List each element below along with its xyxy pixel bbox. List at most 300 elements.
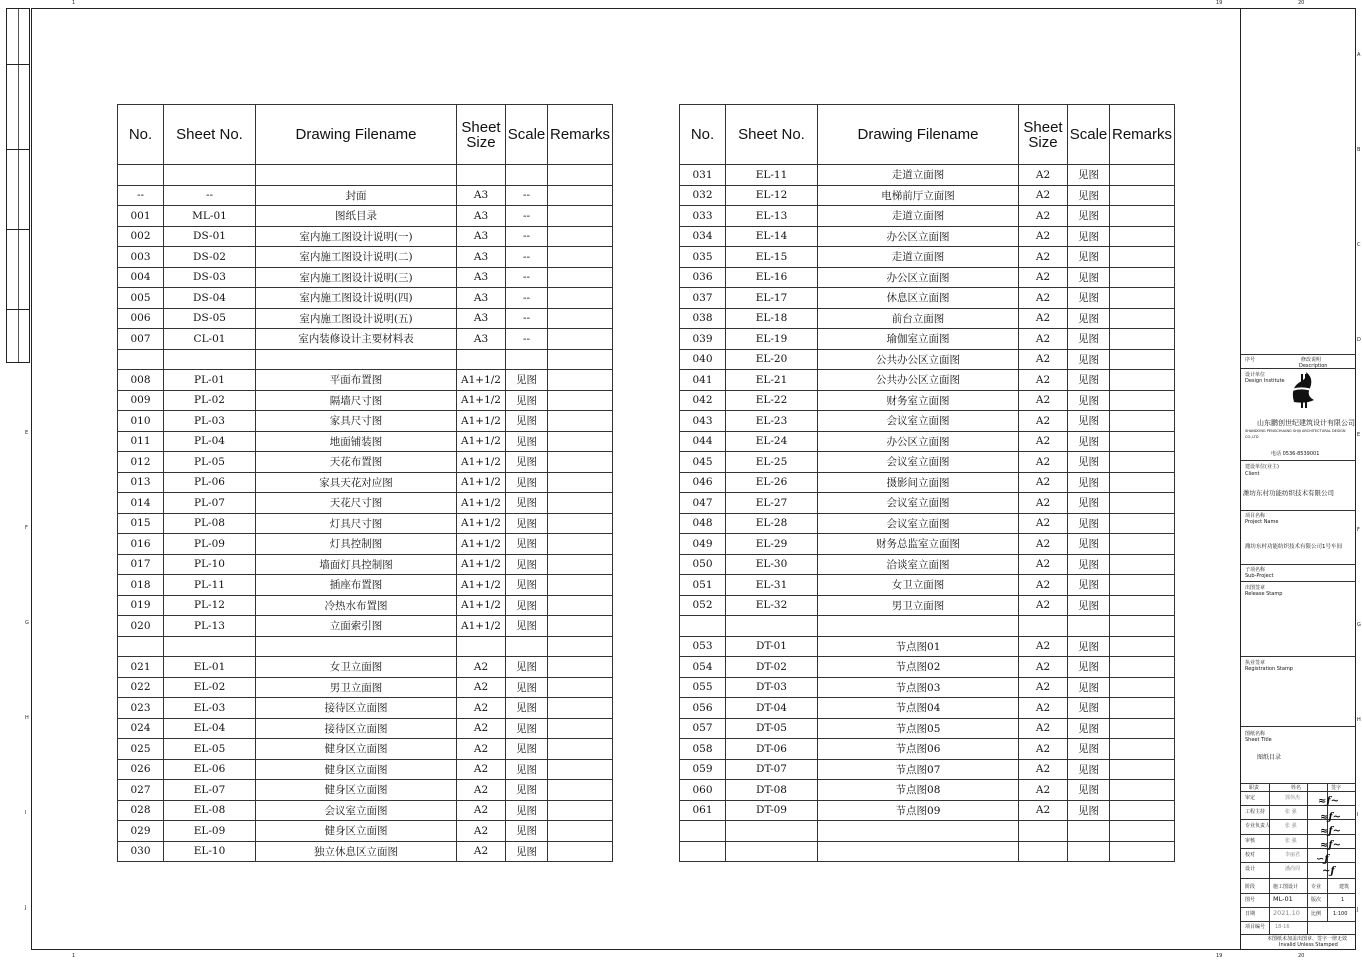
cell-scale: 见图 [1068, 575, 1110, 596]
cell-sheet-no: EL-01 [164, 657, 256, 678]
cell-filename: 摄影间立面图 [818, 472, 1019, 493]
cell-sheet-no: EL-17 [726, 288, 818, 309]
company-name: 山东鹏创世纪建筑设计有限公司 [1257, 419, 1355, 427]
cell-filename: 健身区立面图 [256, 821, 457, 842]
col-sheet-no: Sheet No. [726, 105, 818, 165]
cell-filename: 图纸目录 [256, 206, 457, 227]
cell-no: 056 [680, 698, 726, 719]
table-row [680, 780, 1175, 801]
cell-filename: 男卫立面图 [818, 595, 1019, 616]
cell-remarks [548, 534, 613, 555]
role-person: 郭伟杰 [1285, 795, 1301, 801]
cell-scale: 见图 [506, 821, 548, 842]
cell-size: A2 [1019, 493, 1068, 514]
cell-remarks [1110, 821, 1175, 842]
cell-no: 011 [118, 431, 164, 452]
reviewer-signature: ≈ƒ~ [1320, 840, 1342, 851]
cell-filename: 健身区立面图 [256, 780, 457, 801]
cell-scale: 见图 [1068, 329, 1110, 350]
cell-filename: 洽谈室立面图 [818, 554, 1019, 575]
cell-filename: 灯具控制图 [256, 534, 457, 555]
cell-remarks [1110, 739, 1175, 760]
cell-size: A2 [457, 698, 506, 719]
cell-sheet-no: EL-14 [726, 226, 818, 247]
role-label: 审定 [1245, 795, 1256, 801]
cell-filename: 公共办公区立面图 [818, 370, 1019, 391]
cell-scale: 见图 [506, 759, 548, 780]
cell-sheet-no: DT-06 [726, 739, 818, 760]
cell-remarks [548, 308, 613, 329]
cell-size: A2 [1019, 349, 1068, 370]
table-row [118, 185, 613, 206]
cell-scale: 见图 [506, 452, 548, 473]
col-remarks: Remarks [548, 105, 613, 165]
cell-sheet-no: EL-19 [726, 329, 818, 350]
cell-remarks [548, 595, 613, 616]
cell-remarks [1110, 595, 1175, 616]
table-row [118, 821, 613, 842]
cell-scale: 见图 [1068, 739, 1110, 760]
project-label: 项目名称 [1245, 513, 1266, 519]
cell-size: A2 [457, 841, 506, 862]
cell-remarks [548, 780, 613, 801]
client-name: 潍坊东村功能纺织技术有限公司 [1243, 489, 1334, 497]
cell-no: 001 [118, 206, 164, 227]
cell-filename: 节点图08 [818, 780, 1019, 801]
cell-scale [506, 349, 548, 370]
cell-filename: 公共办公区立面图 [818, 349, 1019, 370]
cell-sheet-no: PL-09 [164, 534, 256, 555]
cell-no: 043 [680, 411, 726, 432]
cell-scale: 见图 [506, 513, 548, 534]
specialty-value: 建筑 [1339, 884, 1350, 890]
cell-no: 012 [118, 452, 164, 473]
left-grid-mark: H [25, 715, 29, 721]
table-row [680, 472, 1175, 493]
cell-filename: 封面 [256, 185, 457, 206]
left-grid-mark: I [25, 810, 27, 816]
cell-size [1019, 841, 1068, 862]
cell-scale: 见图 [1068, 185, 1110, 206]
specialty-label: 专业 [1311, 884, 1322, 890]
table-row [680, 267, 1175, 288]
cell-size: A2 [1019, 595, 1068, 616]
table-row [118, 329, 613, 350]
company-logo-icon [1288, 368, 1320, 410]
table-row [118, 595, 613, 616]
cell-no: 025 [118, 739, 164, 760]
cell-scale: 见图 [1068, 165, 1110, 186]
sheet-no-value: ML-01 [1273, 895, 1293, 903]
cell-size: A2 [457, 657, 506, 678]
client-label: 建设单位(业主) [1245, 464, 1279, 470]
table-row [118, 308, 613, 329]
cell-no [680, 841, 726, 862]
table-row [680, 308, 1175, 329]
cell-remarks [1110, 206, 1175, 227]
cell-filename: 节点图03 [818, 677, 1019, 698]
cell-scale: -- [506, 288, 548, 309]
right-grid-mark: H [1357, 717, 1361, 723]
table-row [118, 657, 613, 678]
cell-remarks [1110, 841, 1175, 862]
checker-signature: ∽ƒ [1316, 854, 1329, 865]
cell-filename: 会议室立面图 [256, 800, 457, 821]
cell-scale: 见图 [506, 554, 548, 575]
cell-filename: 办公区立面图 [818, 431, 1019, 452]
sheet-title-label: 图纸名称 [1245, 731, 1266, 737]
cell-sheet-no: DT-05 [726, 718, 818, 739]
cell-sheet-no: EL-24 [726, 431, 818, 452]
cell-filename: 走道立面图 [818, 165, 1019, 186]
cell-no: 039 [680, 329, 726, 350]
cell-scale: 见图 [1068, 636, 1110, 657]
cell-scale [506, 165, 548, 186]
designer-signature: ~ƒ [1322, 866, 1335, 877]
cell-scale [506, 636, 548, 657]
discipline-signature: ≈ƒ~ [1320, 826, 1342, 837]
cell-sheet-no: PL-08 [164, 513, 256, 534]
cell-no: 019 [118, 595, 164, 616]
table-row [118, 698, 613, 719]
cell-sheet-no: EL-11 [726, 165, 818, 186]
cell-no: 023 [118, 698, 164, 719]
role-label: 审核 [1245, 837, 1256, 844]
cell-filename: 前台立面图 [818, 308, 1019, 329]
company-phone: 电话 0536-8539001 [1271, 451, 1320, 457]
role-label: 校对 [1245, 851, 1256, 858]
cell-filename: 节点图05 [818, 718, 1019, 739]
table-row [680, 247, 1175, 268]
cell-filename: 女卫立面图 [818, 575, 1019, 596]
cell-no: 046 [680, 472, 726, 493]
table-row [118, 739, 613, 760]
stage-label: 阶段 [1245, 884, 1256, 890]
cell-sheet-no: EL-08 [164, 800, 256, 821]
table-row [118, 206, 613, 227]
cell-sheet-no: PL-13 [164, 616, 256, 637]
cell-size: A2 [1019, 657, 1068, 678]
cell-size: A2 [1019, 288, 1068, 309]
description-header: 修改说明 [1301, 357, 1322, 363]
bottom-grid-mark: 19 [1216, 953, 1223, 959]
cell-no [680, 821, 726, 842]
table-row [118, 718, 613, 739]
cell-sheet-no: DT-08 [726, 780, 818, 801]
cell-sheet-no: ML-01 [164, 206, 256, 227]
cell-no: 049 [680, 534, 726, 555]
cell-remarks [548, 452, 613, 473]
table-row [680, 718, 1175, 739]
col-remarks: Remarks [1110, 105, 1175, 165]
cell-no: 052 [680, 595, 726, 616]
cell-no: 003 [118, 247, 164, 268]
cell-sheet-no: EL-15 [726, 247, 818, 268]
cell-filename: 会议室立面图 [818, 493, 1019, 514]
table-row [680, 349, 1175, 370]
col-filename: Drawing Filename [818, 105, 1019, 165]
cell-no: 034 [680, 226, 726, 247]
cell-no: 041 [680, 370, 726, 391]
cell-sheet-no: EL-27 [726, 493, 818, 514]
cell-scale: -- [506, 247, 548, 268]
cell-remarks [1110, 288, 1175, 309]
cell-size: A2 [457, 800, 506, 821]
cell-no: 024 [118, 718, 164, 739]
cell-size: A1+1/2 [457, 431, 506, 452]
cell-remarks [1110, 472, 1175, 493]
design-institute-label: 设计单位 [1245, 372, 1266, 378]
table-row [680, 677, 1175, 698]
stage-value: 施工图设计 [1273, 884, 1299, 890]
cell-sheet-no: PL-12 [164, 595, 256, 616]
left-grid-mark: F [25, 525, 28, 531]
cell-remarks [1110, 534, 1175, 555]
cell-remarks [548, 759, 613, 780]
right-grid-mark: A [1357, 52, 1361, 58]
table-row [680, 636, 1175, 657]
cell-sheet-no: EL-09 [164, 821, 256, 842]
table-row [680, 698, 1175, 719]
cell-scale: 见图 [506, 800, 548, 821]
cell-sheet-no: EL-30 [726, 554, 818, 575]
cell-size: A2 [1019, 698, 1068, 719]
signature-header: 签字 [1331, 785, 1342, 791]
cell-sheet-no [164, 165, 256, 186]
cell-remarks [548, 390, 613, 411]
table-row [680, 411, 1175, 432]
sheet-title: 图纸目录 [1257, 754, 1282, 761]
cell-scale: 见图 [1068, 431, 1110, 452]
cell-filename: 天花布置图 [256, 452, 457, 473]
table-row [118, 247, 613, 268]
cell-size: A2 [1019, 739, 1068, 760]
cell-remarks [1110, 657, 1175, 678]
cell-filename: 休息区立面图 [818, 288, 1019, 309]
right-grid-mark: C [1357, 242, 1361, 248]
cell-filename: 接待区立面图 [256, 698, 457, 719]
cell-no: 007 [118, 329, 164, 350]
top-grid-mark: 20 [1298, 0, 1305, 6]
cell-filename: 墙面灯具控制图 [256, 554, 457, 575]
cell-size: A2 [457, 739, 506, 760]
cell-filename: 节点图06 [818, 739, 1019, 760]
cell-scale: 见图 [506, 493, 548, 514]
cell-size: A1+1/2 [457, 390, 506, 411]
cell-scale: 见图 [1068, 370, 1110, 391]
cell-remarks [1110, 267, 1175, 288]
cell-no: 031 [680, 165, 726, 186]
table-row [118, 452, 613, 473]
cell-filename: 冷热水布置图 [256, 595, 457, 616]
table-row [680, 657, 1175, 678]
role-person: 李丽君 [1285, 851, 1301, 858]
table-row [118, 513, 613, 534]
cell-remarks [1110, 616, 1175, 637]
cell-filename: 室内装修设计主要材料表 [256, 329, 457, 350]
cell-remarks [548, 288, 613, 309]
cell-no: 054 [680, 657, 726, 678]
cell-filename: 女卫立面图 [256, 657, 457, 678]
cell-size: A2 [1019, 513, 1068, 534]
cell-sheet-no: EL-32 [726, 595, 818, 616]
cell-remarks [1110, 636, 1175, 657]
invalid-note: 本图纸未加盖出图章、签字一律无效 [1267, 936, 1348, 942]
cell-remarks [548, 616, 613, 637]
cell-size: A2 [1019, 165, 1068, 186]
cell-sheet-no: -- [164, 185, 256, 206]
left-grid-mark: J [25, 905, 27, 911]
table-row [680, 165, 1175, 186]
cell-filename [818, 841, 1019, 862]
table-row [680, 390, 1175, 411]
col-scale: Scale [506, 105, 548, 165]
table-row [118, 800, 613, 821]
cell-no: 055 [680, 677, 726, 698]
cell-filename: 走道立面图 [818, 247, 1019, 268]
project-en: Project Name [1245, 519, 1279, 525]
cell-scale: 见图 [1068, 247, 1110, 268]
cell-no: 059 [680, 759, 726, 780]
cell-size: A3 [457, 329, 506, 350]
title-block [1240, 8, 1359, 950]
cell-no: 047 [680, 493, 726, 514]
cell-scale: 见图 [1068, 308, 1110, 329]
cell-sheet-no: EL-22 [726, 390, 818, 411]
cell-size [457, 349, 506, 370]
left-grid-mark: E [25, 430, 29, 436]
cell-remarks [548, 206, 613, 227]
invalid-note-en: Invalid Unless Stamped [1279, 942, 1338, 948]
cell-sheet-no: PL-04 [164, 431, 256, 452]
cell-remarks [1110, 308, 1175, 329]
left-grid-mark: G [25, 620, 29, 626]
cell-sheet-no [726, 616, 818, 637]
right-grid-mark: G [1357, 622, 1361, 628]
client-en: Client [1245, 471, 1260, 477]
cell-size: A3 [457, 267, 506, 288]
cell-filename: 节点图04 [818, 698, 1019, 719]
cell-size: A2 [457, 718, 506, 739]
cell-sheet-no: EL-05 [164, 739, 256, 760]
cell-remarks [1110, 575, 1175, 596]
cell-sheet-no: EL-10 [164, 841, 256, 862]
cell-no: 008 [118, 370, 164, 391]
cell-size: A2 [1019, 411, 1068, 432]
cell-scale: 见图 [1068, 759, 1110, 780]
cell-scale: 见图 [1068, 677, 1110, 698]
cell-no: 017 [118, 554, 164, 575]
table-row [118, 554, 613, 575]
cell-remarks [1110, 718, 1175, 739]
cell-filename [256, 165, 457, 186]
cell-sheet-no: EL-21 [726, 370, 818, 391]
cell-sheet-no: PL-10 [164, 554, 256, 575]
cell-sheet-no: PL-03 [164, 411, 256, 432]
cell-sheet-no: DT-02 [726, 657, 818, 678]
cell-scale: 见图 [506, 595, 548, 616]
col-size: Sheet Size [457, 105, 506, 165]
cell-sheet-no: EL-04 [164, 718, 256, 739]
cell-filename: 室内施工图设计说明(四) [256, 288, 457, 309]
cell-size: A2 [457, 821, 506, 842]
separator-row [118, 165, 613, 186]
cell-filename: 平面布置图 [256, 370, 457, 391]
cell-sheet-no: DT-04 [726, 698, 818, 719]
scale-label: 比例 [1311, 911, 1322, 917]
separator-row [680, 616, 1175, 637]
cell-scale: 见图 [506, 657, 548, 678]
cell-size: A1+1/2 [457, 452, 506, 473]
cell-scale: -- [506, 267, 548, 288]
cell-no: 014 [118, 493, 164, 514]
date-value: 2021.10 [1273, 909, 1300, 917]
cell-remarks [548, 370, 613, 391]
cell-no: -- [118, 185, 164, 206]
cell-size: A2 [1019, 759, 1068, 780]
cell-no: 053 [680, 636, 726, 657]
cell-remarks [1110, 759, 1175, 780]
cell-no: 051 [680, 575, 726, 596]
cell-no: 040 [680, 349, 726, 370]
cell-sheet-no: EL-03 [164, 698, 256, 719]
cell-remarks [548, 267, 613, 288]
table-row [118, 759, 613, 780]
table-row [118, 493, 613, 514]
cell-no: 006 [118, 308, 164, 329]
cell-sheet-no: PL-01 [164, 370, 256, 391]
cell-size: A1+1/2 [457, 411, 506, 432]
cell-sheet-no: DT-03 [726, 677, 818, 698]
cell-no: 032 [680, 185, 726, 206]
cell-no: 036 [680, 267, 726, 288]
cell-scale: 见图 [1068, 554, 1110, 575]
table-row [680, 329, 1175, 350]
cell-no: 038 [680, 308, 726, 329]
cell-scale: 见图 [506, 677, 548, 698]
registration-stamp-label: 执业签章 [1245, 660, 1266, 666]
cell-scale: 见图 [1068, 390, 1110, 411]
cell-no: 015 [118, 513, 164, 534]
project-no-label: 项目编号 [1245, 924, 1266, 930]
cell-scale: 见图 [506, 616, 548, 637]
cell-sheet-no: DS-04 [164, 288, 256, 309]
cell-size: A2 [1019, 636, 1068, 657]
role-person: 潘尚周 [1285, 866, 1301, 872]
table-row [118, 390, 613, 411]
cell-size [457, 636, 506, 657]
role-label: 工程主持 [1245, 809, 1266, 816]
release-stamp-en: Release Stamp [1245, 591, 1283, 597]
table-row [680, 513, 1175, 534]
cell-remarks [548, 698, 613, 719]
cell-filename: 室内施工图设计说明(一) [256, 226, 457, 247]
right-grid-mark: J [1357, 907, 1359, 913]
cell-filename: 隔墙尺寸图 [256, 390, 457, 411]
role-person: 张 强 [1285, 809, 1297, 816]
col-filename: Drawing Filename [256, 105, 457, 165]
cell-remarks [1110, 349, 1175, 370]
cell-size: A1+1/2 [457, 554, 506, 575]
cell-no: 057 [680, 718, 726, 739]
cell-size: A2 [1019, 677, 1068, 698]
cell-remarks [1110, 431, 1175, 452]
table-row [118, 226, 613, 247]
cell-sheet-no: EL-16 [726, 267, 818, 288]
cell-size: A2 [1019, 308, 1068, 329]
subproject-label: 子项名称 [1245, 567, 1266, 573]
separator-row [680, 841, 1175, 862]
